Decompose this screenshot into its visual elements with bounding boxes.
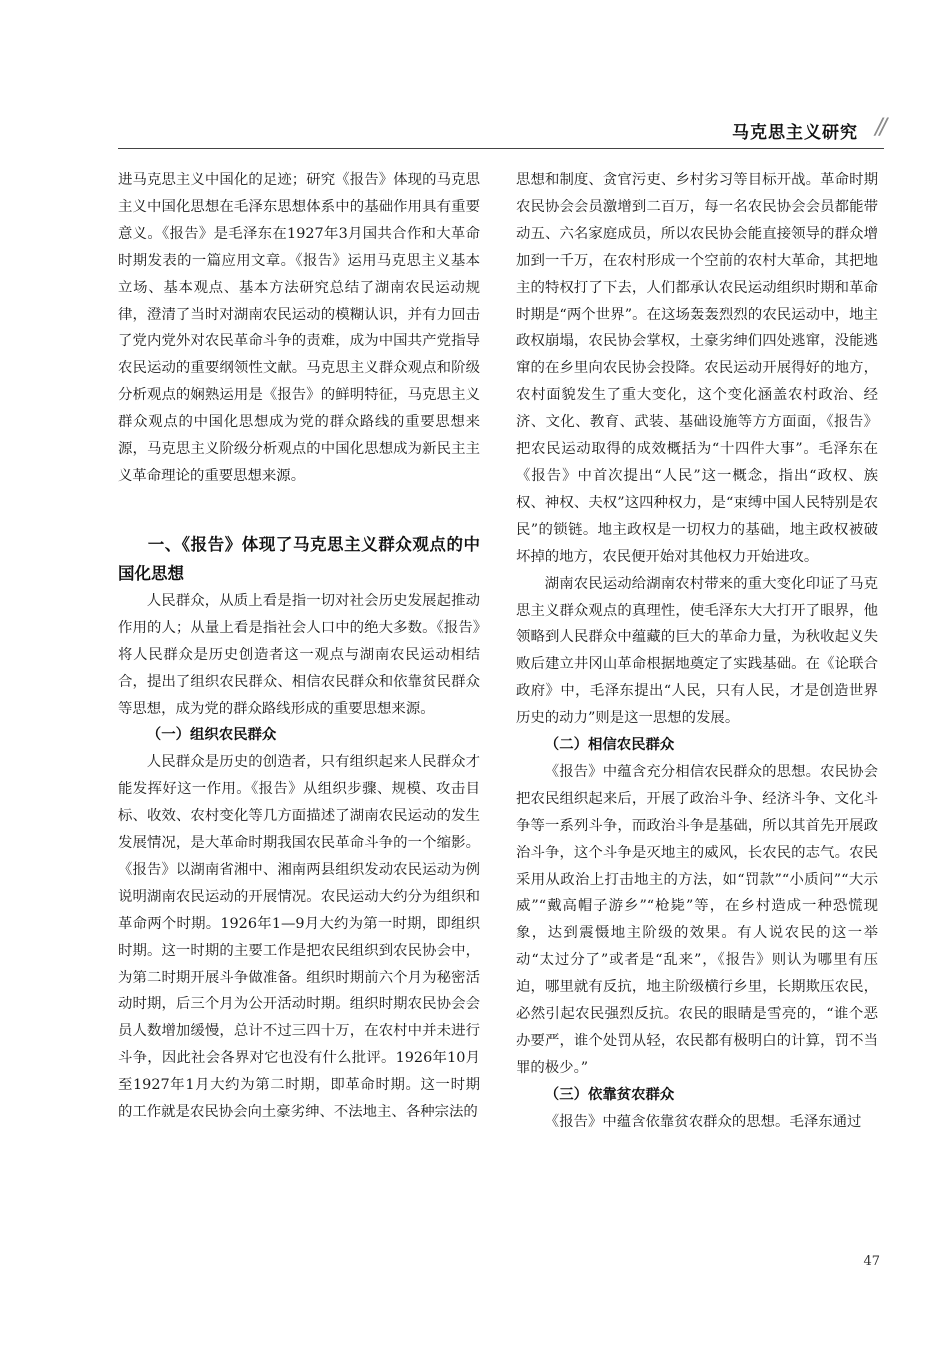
section-gap <box>118 490 480 530</box>
right-column <box>516 167 878 1136</box>
continued-paragraph: 思想和制度、贪官污吏、乡村劣习等目标开战。革命时期农民协会会员激增到二百万，每一名农民协会会员都能带动五、六名家庭成员，所以农民协会能直接领导的群众增加到一千万，在农村形成一个空前的农村大革命，其把地主的特权打了下去，人们都承认农民运动组织时期和革命时期是“两个世界”。在这场轰轰烈烈的农民运动中，地主政权崩塌，农民协会掌权，土豪劣绅们四处逃窜，没能逃窜的在乡里向农民协会投降。农民运动开展得好的地方，农村面貌发生了重大变化，这个变化涵盖农村政治、经济、文化、教育、武装、基础设施等方方面面，《报告》把农民运动取得的成效概括为“十四件大事”。毛泽东在《报告》中首次提出“人民”这一概念，指出“政权、族权、神权、夫权”这四种权力，是“束缚中国人民特别是农民”的锁链。地主政权是一切权力的基础，地主政权被破坏掉的地方，农民便开始对其他权力开始进攻。 <box>516 172 878 565</box>
rely-paragraph: 《报告》中蕴含依靠贫农群众的思想。毛泽东通过 <box>544 1113 862 1130</box>
decorative-slash-marks: // <box>875 115 884 140</box>
running-header <box>0 112 950 152</box>
subheading-trust: （二）相信农民群众 <box>544 737 675 754</box>
left-column <box>118 167 480 1126</box>
organize-paragraph: 人民群众是历史的创造者，只有组织起来人民群众才能发挥好这一作用。《报告》从组织步骤、规模、攻击目标、收效、农村变化等几方面描述了湖南农民运动的发生发展情况，是大革命时期我国农民革命斗争的一个缩影。《报告》以湖南省湘中、湘南两县组织发动农民运动为例说明湖南农民运动的开展情况。农民运动大约分为组织和革命两个时期。1926年1—9月大约为第一时期，即组织时期。这一时期的主要工作是把农民组织到农民协会中，为第二时期开展斗争做准备。组织时期前六个月为秘密活动时期，后三个月为公开活动时期。组织时期农民协会会员人数增加缓慢，总计不过三四十万，在农村中并未进行斗争，因此社会各界对它也没有什么批评。1926年10月至1927年1月大约为第二时期，即革命时期。这一时期的工作就是农民协会向土豪劣绅、不法地主、各种宗法的 <box>118 754 480 1121</box>
section-paragraph: 人民群众，从质上看是指一切对社会历史发展起推动作用的人；从量上看是指社会人口中的绝大多数。《报告》将人民群众是历史创造者这一观点与湖南农民运动相结合，提出了组织农民群众、相信农民群众和依靠贫民群众等思想，成为党的群众路线形成的重要思想来源。 <box>118 592 480 717</box>
paragraph-two: 湖南农民运动给湖南农村带来的重大变化印证了马克思主义群众观点的真理性，使毛泽东大大打开了眼界，他领略到人民群众中蕴藏的巨大的革命力量，为秋收起义失败后建立井冈山革命根据地奠定了实践基础。在《论联合政府》中，毛泽东提出“人民，只有人民，才是创造世界历史的动力”则是这一思想的发展。 <box>516 575 878 727</box>
page-number: 47 <box>863 1254 880 1269</box>
header-rule <box>118 148 884 149</box>
trust-paragraph: 《报告》中蕴含充分相信农民群众的思想。农民协会把农民组织起来后，开展了政治斗争、经济斗争、文化斗争等一系列斗争，而政治斗争是基础，所以其首先开展政治斗争，这个斗争是灭地主的威风，长农民的志气。农民采用从政治上打击地主的方法，如“罚款”“小质问”“大示威”“戴高帽子游乡”“枪毙”等，在乡村造成一种恐慌现象，达到震慑地主阶级的效果。有人说农民的这一举动“太过分了”或者是“乱来”，《报告》则认为哪里有压迫，哪里就有反抗，地主阶级横行乡里，长期欺压农民，必然引起农民强烈反抗。农民的眼睛是雪亮的，“谁个恶办要严，谁个处罚从轻，农民都有极明白的计算，罚不当罪的极少。” <box>516 763 878 1076</box>
section-heading: 一、《报告》体现了马克思主义群众观点的中国化思想 <box>118 534 480 583</box>
subheading-rely: （三）依靠贫农群众 <box>544 1086 675 1103</box>
subheading-organize: （一）组织农民群众 <box>146 727 277 744</box>
intro-paragraph: 进马克思主义中国化的足迹；研究《报告》体现的马克思主义中国化思想在毛泽东思想体系中的基础作用具有重要意义。《报告》是毛泽东在1927年3月国共合作和大革命时期发表的一篇应用文章。《报告》运用马克思主义基本立场、基本观点、基本方法研究总结了湖南农民运动规律，澄清了当时对湖南农民运动的模糊认识，并有力回击了党内党外对农民革命斗争的责难，成为中国共产党指导农民运动的重要纲领性文献。马克思主义群众观点和阶级分析观点的娴熟运用是《报告》的鲜明特征，马克思主义群众观点的中国化思想成为党的群众路线的重要思想来源，马克思主义阶级分析观点的中国化思想成为新民主主义革命理论的重要思想来源。 <box>118 172 480 484</box>
journal-section-title: 马克思主义研究 <box>732 123 858 143</box>
